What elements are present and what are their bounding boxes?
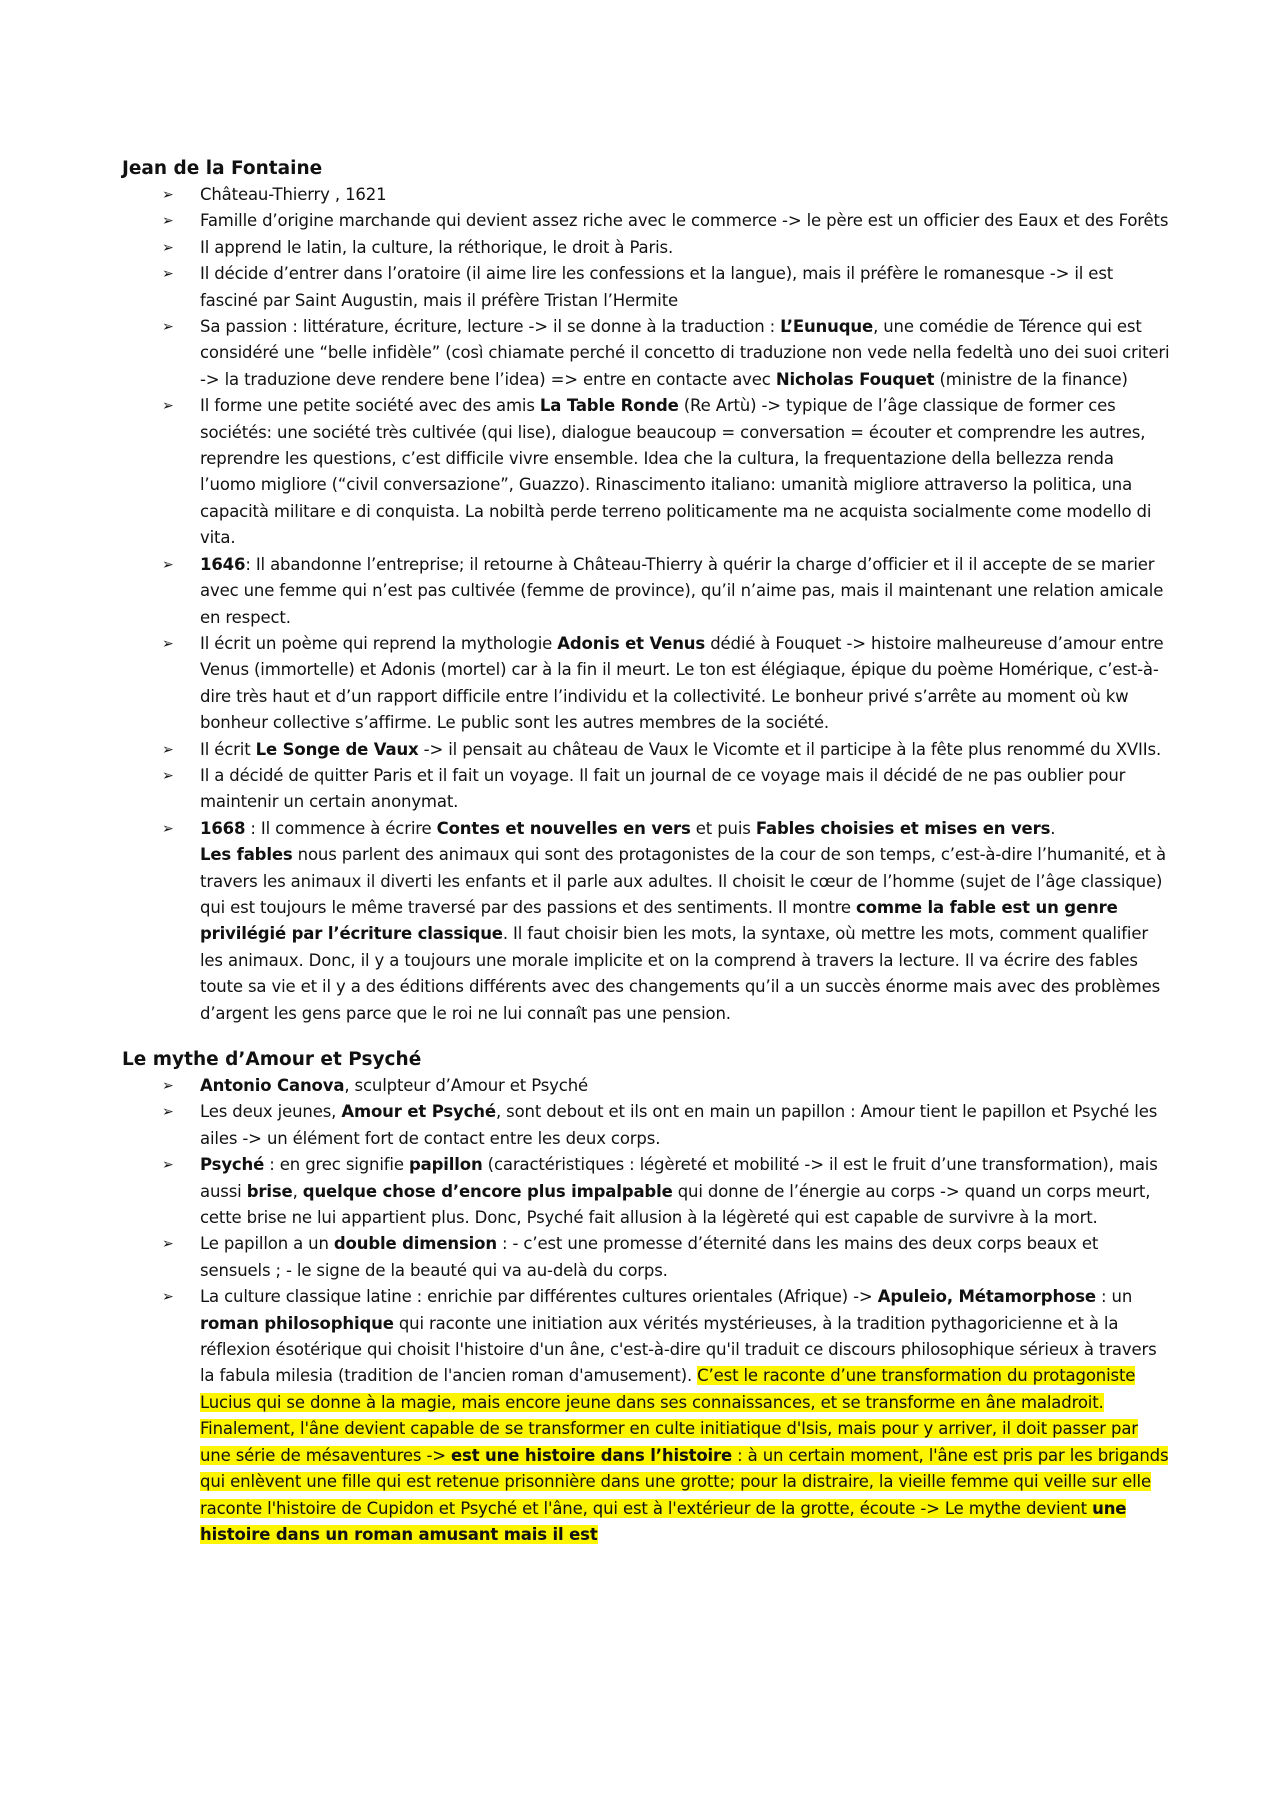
bold-text: Amour et Psyché: [341, 1102, 496, 1122]
list-item: [122, 816, 1170, 1027]
bold-text: 1668: [200, 818, 246, 838]
bold-text: Fables choisies et mises en vers: [755, 818, 1051, 838]
item-paragraph: [200, 842, 1170, 1027]
bold-text: est une histoire dans l’histoire: [451, 1445, 733, 1465]
list-item: [122, 1231, 1170, 1284]
list-item: [122, 314, 1170, 393]
arrowhead-bullet-icon: ➢: [162, 1289, 174, 1306]
bold-text: Adonis et Venus: [557, 633, 706, 653]
item-paragraph: [200, 1099, 1170, 1152]
text-run: La culture classique latine : enrichie par différentes cultures orientales (Afrique) ->: [200, 1287, 878, 1307]
arrowhead-bullet-icon: ➢: [162, 1104, 174, 1121]
text-run: Les deux jeunes,: [200, 1102, 342, 1122]
text-run: Sa passion : littérature, écriture, lecture -> il se donne à la traduction :: [200, 317, 781, 337]
list-item: [122, 552, 1170, 631]
bold-text: brise: [246, 1181, 293, 1201]
bold-text: Le Songe de Vaux: [255, 739, 419, 759]
text-run: Il écrit un poème qui reprend la mythologie: [200, 633, 558, 653]
text-run: (Re Artù) -> typique de l’âge classique de former ces sociétés: une société très cultivée (qui lise), dialogue beaucoup = conversation = écouter et comprendre les autres, reprendre les questions, c’est difficile vivre ensemble. Idea che la cultura, la frequentazione della bellezza renda l’uomo migliore (“civil conversazione”, Guazzo). Rinascimento italiano: umanità migliore attraverso la politica, una capacità militare e di conquista. La nobiltà perde terreno politicamente ma ne acquista socialmente come modello di vita.: [200, 396, 1152, 548]
item-paragraph: [200, 552, 1170, 631]
item-paragraph: [200, 816, 1170, 842]
text-run: (caractéristiques : légèreté et mobilité -> il est le fruit d’une transformation), mais aussi: [200, 1155, 1158, 1201]
section-heading: Jean de la Fontaine: [122, 158, 323, 179]
item-paragraph: [200, 1152, 1170, 1231]
item-paragraph: [200, 261, 1170, 314]
bold-text: une histoire dans un roman amusant mais il est: [200, 1498, 1127, 1544]
list-item: [122, 1284, 1170, 1548]
text-run: dédié à Fouquet -> histoire malheureuse d’amour entre Venus (immortelle) et Adonis (mortel) car à la fin il meurt. Le ton est élégiaque, épique du poème Homérique, c’est-à-dire très haut et d’un rapport difficile entre l’individu et la collectivité. Le bonheur privé s’arrête au moment où kw bonheur collective s’affirme. Le public sont les autres membres de la société.: [200, 633, 1164, 733]
text-run: : Il commence à écrire: [245, 818, 437, 838]
list-item: [122, 763, 1170, 816]
arrowhead-bullet-icon: ➢: [162, 239, 174, 256]
list-item: [122, 261, 1170, 314]
text-run: qui raconte une initiation aux vérités mystérieuses, à la tradition pythagoricienne et à la réflexion ésotérique qui choisit l'histoire d'un âne, c'est-à-dire qu'il traduit ce discours philosophique sérieux à travers la fabula milesia (tradition de l'ancien roman d'amusement).: [200, 1313, 1157, 1386]
bold-text: La Table Ronde: [539, 396, 679, 416]
bold-text: Les fables: [200, 845, 293, 865]
bold-text: Apuleio, Métamorphose: [877, 1287, 1096, 1307]
text-run: qui donne de l’énergie au corps -> quand un corps meurt, cette brise ne lui appartient plus. Donc, Psyché fait allusion à la légèreté qui est capable de survivre à la mort.: [200, 1181, 1151, 1228]
arrowhead-bullet-icon: ➢: [162, 1078, 174, 1094]
text-run: . Il faut choisir bien les mots, la syntaxe, où mettre les mots, comment qualifier les animaux. Donc, il y a toujours une morale implicite et on la comprend à travers la lecture. Il va écrire des fables toute sa vie et il y a des éditions différents avec des changements qu’il a un succès énorme mais avec des problèmes d’argent les gens parce que le roi ne lui connaît pas une pension.: [200, 924, 1161, 1023]
text-run: -> il pensait au château de Vaux le Vicomte et il participe à la fête plus renommé du XVIIs.: [418, 739, 1162, 759]
item-paragraph: [200, 1231, 1170, 1284]
text-run: Famille d’origine marchande qui devient assez riche avec le commerce -> le père est un officier des Eaux et des Forêts: [200, 211, 1169, 231]
arrowhead-bullet-icon: ➢: [162, 398, 174, 415]
bold-text: roman philosophique: [200, 1313, 394, 1333]
bold-text: Nicholas Fouquet: [775, 369, 935, 389]
text-run: : en grec signifie: [264, 1155, 409, 1175]
bold-text: double dimension: [333, 1234, 497, 1254]
arrowhead-bullet-icon: ➢: [162, 556, 174, 573]
item-paragraph: [200, 208, 1170, 234]
text-run: Il écrit: [200, 739, 256, 759]
text-run: C’est le raconte d’une transformation du protagoniste Lucius qui se donne à la magie, mais encore jeune dans ses connaissances, et se transforme en âne maladroit. Finalement, l'âne devient capable de se transformer en culte initiatique d'Isis, mais pour y arriver, il doit passer par une série de mésaventures ->: [200, 1366, 1138, 1465]
list-item: [122, 1152, 1170, 1231]
text-run: , sculpteur d’Amour et Psyché: [344, 1076, 589, 1095]
arrowhead-bullet-icon: ➢: [162, 741, 174, 758]
text-run: Il forme une petite société avec des amis: [200, 396, 540, 416]
list-item: [122, 208, 1170, 234]
section-heading: Le mythe d’Amour et Psyché: [122, 1049, 422, 1070]
list-item: [122, 182, 1170, 208]
bold-text: papillon: [408, 1155, 483, 1175]
arrowhead-bullet-icon: ➢: [162, 187, 174, 203]
arrowhead-bullet-icon: ➢: [162, 266, 174, 283]
text-run: ,: [292, 1181, 303, 1201]
item-paragraph: [200, 182, 1170, 208]
text-run: : - c’est une promesse d’éternité dans les mains des deux corps beaux et sensuels ; - le signe de la beauté qui va au-delà du corps.: [200, 1234, 1099, 1280]
text-run: Château-Thierry , 1621: [200, 185, 387, 204]
arrowhead-bullet-icon: ➢: [162, 820, 174, 837]
text-run: .: [1050, 818, 1056, 838]
text-run: et puis: [690, 818, 756, 838]
item-paragraph: [200, 763, 1170, 816]
list-item: [122, 1099, 1170, 1152]
item-paragraph: [200, 1073, 1170, 1099]
bold-text: Antonio Canova: [200, 1076, 345, 1095]
item-paragraph: [200, 631, 1170, 737]
text-run: , une comédie de Térence qui est considéré une “belle infidèle” (così chiamate perché il concetto di traduzione non vede nella fedeltà uno dei suoi criteri -> la traduzione deve rendere bene l’idea) => entre en contacte avec: [200, 317, 1170, 389]
text-run: Il apprend le latin, la culture, la réthorique, le droit à Paris.: [200, 237, 674, 257]
list-item: [122, 631, 1170, 737]
text-run: Il décide d’entrer dans l’oratoire (il aime lire les confessions et la langue), mais il préfère le romanesque -> il est fasciné par Saint Augustin, mais il préfère Tristan l’Hermite: [200, 264, 1114, 310]
item-paragraph: [200, 1284, 1170, 1548]
text-run: (ministre de la finance): [934, 369, 1128, 389]
bold-text: L’Eunuque: [780, 317, 874, 337]
list-item: [122, 393, 1170, 551]
bold-text: quelque chose d’encore plus impalpable: [302, 1181, 673, 1201]
item-paragraph: [200, 314, 1170, 393]
bold-text: Psyché: [200, 1155, 265, 1175]
list-item: [122, 1073, 1170, 1099]
item-paragraph: [200, 737, 1170, 763]
bold-text: 1646: [200, 554, 246, 574]
arrowhead-bullet-icon: ➢: [162, 1236, 174, 1253]
text-run: : à un certain moment, l'âne est pris par les brigands qui enlèvent une fille qui est retenue prisonnière dans une grotte; pour la distraire, la vieille femme qui veille sur elle raconte l'histoire de Cupidon et Psyché et l'âne, qui est à l'extérieur de la grotte, écoute -> Le mythe devient: [200, 1445, 1169, 1518]
highlighted-text: [451, 1446, 732, 1465]
bold-text: Contes et nouvelles en vers: [436, 818, 691, 838]
text-run: : un: [1095, 1287, 1133, 1307]
item-paragraph: [200, 393, 1170, 551]
text-run: nous parlent des animaux qui sont des protagonistes de la cour de son temps, c’est-à-dire l’humanité, et à travers les animaux il diverti les enfants et il parle aux adultes. Il choisit le cœur de l’homme (sujet de l’âge classique) qui est toujours le même traversé par des passions et des sentiments. Il montre: [200, 845, 1166, 917]
arrowhead-bullet-icon: ➢: [162, 213, 174, 230]
text-run: Le papillon a un: [200, 1234, 334, 1254]
text-run: : Il abandonne l’entreprise; il retourne à Château-Thierry à quérir la charge d’officier et il il accepte de se marier avec une femme qui n’est pas cultivée (femme de province), qu’il n’aime pas, mais il maintenant une relation amicale en respect.: [200, 554, 1164, 627]
arrowhead-bullet-icon: ➢: [162, 767, 174, 784]
list-item: [122, 737, 1170, 763]
arrowhead-bullet-icon: ➢: [162, 319, 174, 336]
bullet-list: [122, 182, 1170, 1027]
bullet-list: [122, 1073, 1170, 1548]
item-paragraph: [200, 235, 1170, 261]
text-run: Il a décidé de quitter Paris et il fait un voyage. Il fait un journal de ce voyage mais il décidé de ne pas oublier pour maintenir un certain anonymat.: [200, 765, 1126, 812]
bold-text: comme la fable est un genre privilégié par l’écriture classique: [200, 897, 1118, 944]
arrowhead-bullet-icon: ➢: [162, 635, 174, 652]
list-item: [122, 235, 1170, 261]
text-run: , sont debout et ils ont en main un papillon : Amour tient le papillon et Psyché les ailes -> un élément fort de contact entre les deux corps.: [200, 1102, 1158, 1148]
arrowhead-bullet-icon: ➢: [162, 1157, 174, 1174]
